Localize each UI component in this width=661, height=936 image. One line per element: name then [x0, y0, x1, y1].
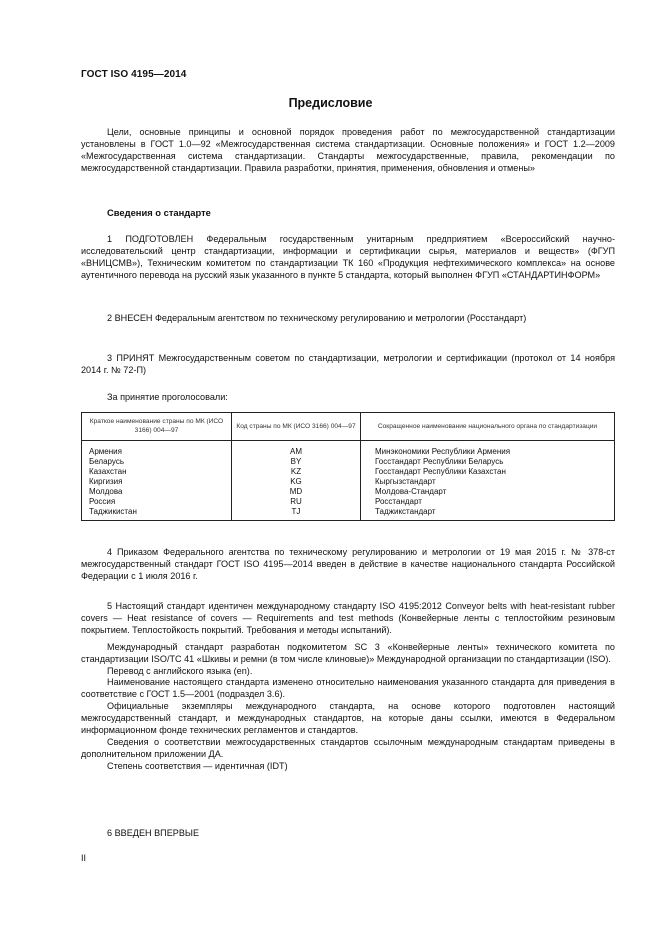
- item-5-translation: Перевод с английского языка (en).: [107, 665, 253, 676]
- national-body: Кыргызстандарт: [361, 477, 615, 487]
- table-row: [82, 487, 615, 497]
- header-country-code: Код страны по МК (ИСО 3166) 004—97: [232, 413, 361, 441]
- intro-paragraph: [81, 127, 615, 175]
- table-row: [82, 477, 615, 487]
- country-code: RU: [232, 497, 361, 507]
- intro-text: Цели, основные принципы и основной порядок проведения работ по межгосударственной стандартизации установлены в ГОСТ 1.0—92 «Межгосударственная система стандартизации. Основные положения» и ГОСТ 1.2—2009 «Межгосударственная система стандартизации. Стандарты межгосударственные, правила, рекомендации по межгосударственной стандартизации. Правила разработки, принятия, применения, обновления и отмены»: [81, 127, 615, 173]
- country-name: Беларусь: [82, 457, 232, 467]
- table-row: [82, 467, 615, 477]
- standard-code-header: ГОСТ ISO 4195—2014: [81, 69, 187, 80]
- national-body: Госстандарт Республики Казахстан: [361, 467, 615, 477]
- national-body: Молдова-Стандарт: [361, 487, 615, 497]
- item-4-text: 4 Приказом Федерального агентства по техническому регулированию и метрологии от 19 мая 2015 г. № 378-ст межгосударственный стандарт ГОСТ ISO 4195—2014 введен в действие в качестве национального стандарта Российской Федерации с 1 июля 2016 г.: [81, 547, 615, 581]
- country-name: Киргизия: [82, 477, 232, 487]
- votes-table: [81, 412, 615, 521]
- country-code: KZ: [232, 467, 361, 477]
- national-body: Таджикстандарт: [361, 507, 615, 521]
- item-6: 6 ВВЕДЕН ВПЕРВЫЕ: [107, 828, 200, 838]
- table-row: [82, 457, 615, 467]
- item-5-text: 5 Настоящий стандарт идентичен международному стандарту ISO 4195:2012 Conveyor belts with heat-resistant rubber covers — Heat resistance of covers — Requirements and test methods (Конвейерные ленты с теплостойким резиновым покрытием. Теплостойкость покрытий. Требования и методы испытаний).: [81, 601, 615, 635]
- country-code: TJ: [232, 507, 361, 521]
- item-2: [81, 313, 615, 325]
- item-3: [81, 353, 615, 377]
- header-country-name: Краткое наименование страны по МК (ИСО 3166) 004—97: [82, 413, 232, 441]
- page-number: II: [81, 853, 87, 863]
- country-name: Казахстан: [82, 467, 232, 477]
- item-5-name-change: Наименование настоящего стандарта изменено относительно наименования указанного стандарта для приведения в соответствие с ГОСТ 1.5—2001 (подраздел 3.6).: [81, 677, 615, 700]
- country-name: Армения: [82, 441, 232, 458]
- country-name: Россия: [82, 497, 232, 507]
- item-1-text: 1 ПОДГОТОВЛЕН Федеральным государственным унитарным предприятием «Всероссийский научно-исследовательский центр стандартизации, информации и сертификации сырья, материалов и веществ» (ФГУП «ВНИЦСМВ»), Техническим комитетом по стандартизации ТК 160 «Продукция нефтехимического комплекса» на основе аутентичного перевода на русский язык указанного в пункте 5 стандарта, который выполнен ФГУП «СТАНДАРТИНФОРМ»: [81, 234, 615, 280]
- table-row: [82, 441, 615, 458]
- item-4: [81, 547, 615, 583]
- country-name: Таджикистан: [82, 507, 232, 521]
- votes-table-header: [82, 413, 615, 441]
- country-code: KG: [232, 477, 361, 487]
- item-5-conformity-degree: Степень соответствия — идентичная (IDT): [107, 760, 288, 771]
- national-body: Госстандарт Республики Беларусь: [361, 457, 615, 467]
- country-name: Молдова: [82, 487, 232, 497]
- item-2-text: 2 ВНЕСЕН Федеральным агентством по техническому регулированию и метрологии (Росстандарт): [107, 313, 527, 323]
- item-5-origin: Международный стандарт разработан подкомитетом SC 3 «Конвейерные ленты» технического комитета по стандартизации ISO/TC 41 «Шкивы и ремни (в том числе клиновые)» Международной организации по стандартизации (ISO).: [81, 641, 615, 664]
- table-row: [82, 497, 615, 507]
- header-national-body: Сокращенное наименование национального органа по стандартизации: [361, 413, 615, 441]
- item-5: [81, 601, 615, 773]
- country-code: BY: [232, 457, 361, 467]
- table-row: [82, 507, 615, 521]
- national-body: Минэкономики Республики Армения: [361, 441, 615, 458]
- section-title: Сведения о стандарте: [107, 207, 211, 218]
- item-5-official-copies: Официальные экземпляры международного стандарта, на основе которого подготовлен настоящий межгосударственный стандарт, и международных стандартов, на которые даны ссылки, имеются в Федеральном информационном фонде технических регламентов и стандартов.: [81, 701, 615, 736]
- country-code: MD: [232, 487, 361, 497]
- vote-intro: За принятие проголосовали:: [107, 392, 228, 402]
- item-5-conformity-info: Сведения о соответствии межгосударственных стандартов ссылочным международным стандартам приведены в дополнительном приложении ДА.: [81, 736, 615, 759]
- national-body: Росстандарт: [361, 497, 615, 507]
- country-code: AM: [232, 441, 361, 458]
- page-title: Предисловие: [288, 96, 373, 110]
- item-3-text: 3 ПРИНЯТ Межгосударственным советом по стандартизации, метрологии и сертификации (протокол от 14 ноября 2014 г. № 72-П): [81, 353, 615, 375]
- item-1: [81, 234, 615, 282]
